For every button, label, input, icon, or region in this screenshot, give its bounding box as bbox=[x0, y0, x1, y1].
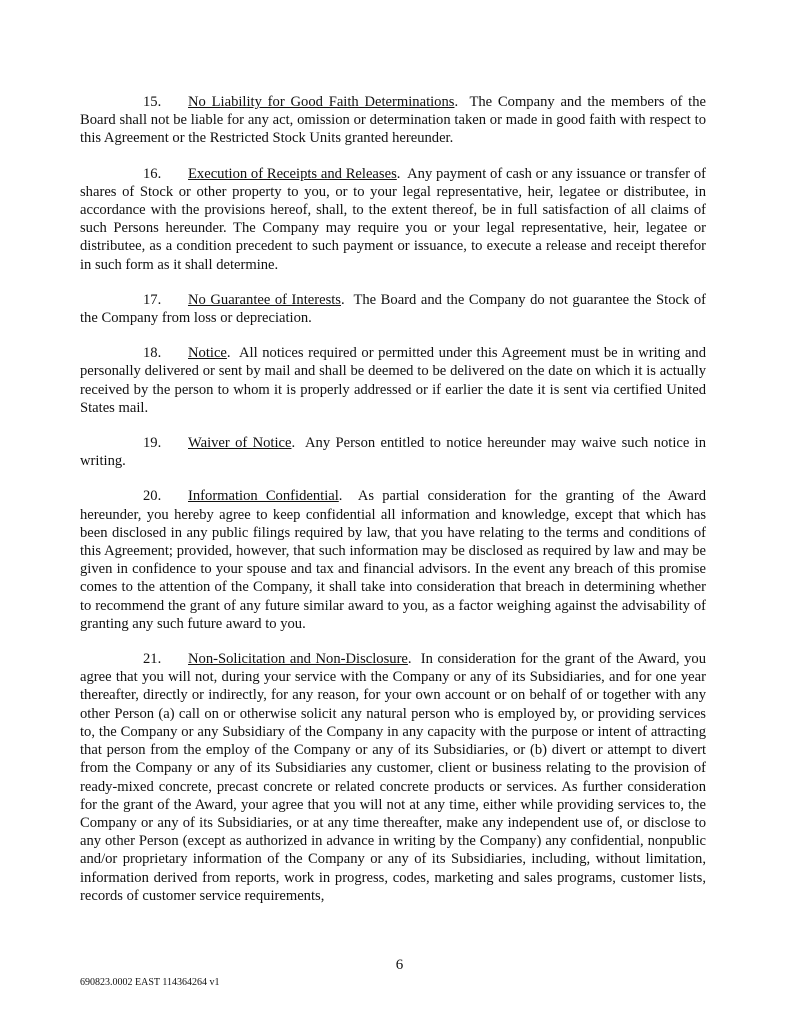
section-body: In consideration for the grant of the Award, you agree that you will not, during your service with the Company or any of its Subsidiaries, and for one year thereafter, directly or indirectly, for any reason, for your own account or on behalf of or together with any other Person (a) call on or otherwise solicit any natural person who is employed by, or providing services to, the Company or any Subsidiary of the Company in any capacity with the purpose or intent of attracting that person from the employ of the Company or any of its Subsidiaries, or (b) divert or attempt to divert from the Company or any of its Subsidiaries any customer, client or business relating to the provision of ready-mixed concrete, precast concrete or related concrete products or services. As further consideration for the grant of the Award, your agree that you will not at any time, either while providing services to, the Company or any of its Subsidiaries, or at any time thereafter, make any independent use of, or disclose to any other Person (except as authorized in advance in writing by the Company) any confidential, nonpublic and/or proprietary information of the Company or any of its Subsidiaries, including, without limitation, information derived from reports, work in progress, codes, marketing and sales programs, customer lists, records of customer service requirements, bbox=[80, 651, 707, 904]
section-heading: No Guarantee of Interests bbox=[188, 291, 341, 308]
section-heading: Notice bbox=[188, 345, 227, 362]
section-body: The Board and the Company do not guarantee the Stock of the Company from loss or depreciation. bbox=[80, 291, 706, 327]
section-17: 17. No Guarantee of Interests. The Board and the Company do not guarantee the Stock of the Company from loss or depreciation. bbox=[80, 291, 706, 327]
section-16: 16. Execution of Receipts and Releases. Any payment of cash or any issuance or transfer of shares of Stock or other property to you, or to your legal representative, heir, legatee or distributee, in accordance with the provisions hereof, shall, to the extent thereof, be in full satisfaction of all claims of such Persons hereunder. The Company may require you or your legal representative, heir, legatee or distributee, as a condition precedent to such payment or issuance, to execute a release and receipt therefor in such form as it shall determine. bbox=[80, 165, 707, 273]
section-heading: Waiver of Notice bbox=[188, 435, 292, 452]
section-number: 21. bbox=[143, 651, 162, 668]
section-number: 20. bbox=[143, 488, 162, 505]
section-body: Any Person entitled to notice hereunder may waive such notice in writing. bbox=[80, 435, 707, 470]
page-number: 6 bbox=[395, 957, 404, 973]
section-15: 15. No Liability for Good Faith Determinations. The Company and the members of the Board shall not be liable for any act, omission or determination taken or made in good faith with respect to this Agreement or the Restricted Stock Units granted hereunder. bbox=[80, 94, 706, 147]
section-number: 18. bbox=[143, 345, 162, 362]
section-body: Any payment of cash or any issuance or transfer of shares of Stock or other property to you, or to your legal representative, heir, legatee or distributee, in accordance with the provisions hereof, shall, to the extent thereof, be in full satisfaction of all claims of such Persons hereunder. The Company may require you or your legal representative, heir, legatee or distributee, as a condition precedent to such payment or issuance, to execute a release and receipt therefor in such form as it shall determine. bbox=[80, 165, 707, 273]
section-heading: Execution of Receipts and Releases bbox=[188, 165, 397, 182]
section-number: 19. bbox=[143, 435, 162, 452]
section-body: The Company and the members of the Board shall not be liable for any act, omission or determination taken or made in good faith with respect to this Agreement or the Restricted Stock Units granted hereunder. bbox=[80, 94, 706, 147]
section-heading: No Liability for Good Faith Determinations bbox=[188, 94, 455, 110]
section-body: As partial consideration for the granting of the Award hereunder, you hereby agree to keep confidential all information and knowledge, except that which has been disclosed in any public filings required by law, that you have relating to the terms and conditions of this Agreement; provided, however, that such information may be disclosed as required by law and may be given in confidence to your spouse and tax and financial advisors. In the event any breach of this promise comes to the attention of the Company, it shall take into consideration that breach in determining whether to recommend the grant of any future similar award to you, as a factor weighing against the advisability of granting any such future award to you. bbox=[80, 488, 706, 632]
section-18: 18. Notice. All notices required or permitted under this Agreement must be in writing and personally delivered or sent by mail and shall be deemed to be delivered on the date on which it is actually received by the person to whom it is properly addressed or if earlier the date it is sent via certified United States mail. bbox=[80, 345, 707, 416]
section-number: 16. bbox=[143, 165, 162, 182]
section-number: 15. bbox=[143, 94, 162, 110]
section-body: All notices required or permitted under this Agreement must be in writing and personally delivered or sent by mail and shall be deemed to be delivered on the date on which it is actually received by the person to whom it is properly addressed or if earlier the date it is sent via certified United States mail. bbox=[80, 345, 707, 416]
section-20: 20. Information Confidential. As partial consideration for the granting of the Award hereunder, you hereby agree to keep confidential all information and knowledge, except that which has been disclosed in any public filings required by law, that you have relating to the terms and conditions of this Agreement; provided, however, that such information may be disclosed as required by law and may be given in confidence to your spouse and tax and financial advisors. In the event any breach of this promise comes to the attention of the Company, it shall take into consideration that breach in determining whether to recommend the grant of any future similar award to you, as a factor weighing against the advisability of granting any such future award to you. bbox=[80, 488, 706, 632]
document-id: 690823.0002 EAST 114364264 v1 bbox=[80, 977, 220, 988]
section-21: 21. Non-Solicitation and Non-Disclosure. In consideration for the grant of the Award, you agree that you will not, during your service with the Company or any of its Subsidiaries, and for one year thereafter, directly or indirectly, for any reason, for your own account or on behalf of or together with any other Person (a) call on or otherwise solicit any natural person who is employed by, or providing services to, the Company or any Subsidiary of the Company in any capacity with the purpose or intent of attracting that person from the employ of the Company or any of its Subsidiaries, or (b) divert or attempt to divert from the Company or any of its Subsidiaries any customer, client or business relating to the provision of ready-mixed concrete, precast concrete or related concrete products or services. As further consideration for the grant of the Award, your agree that you will not at any time, either while providing services to, the Company or any of its Subsidiaries, or at any time thereafter, make any independent use of, or disclose to any other Person (except as authorized in advance in writing by the Company) any confidential, nonpublic and/or proprietary information of the Company or any of its Subsidiaries, including, without limitation, information derived from reports, work in progress, codes, marketing and sales programs, customer lists, records of customer service requirements, bbox=[80, 651, 707, 904]
document-body bbox=[80, 93, 706, 922]
section-19: 19. Waiver of Notice. Any Person entitled to notice hereunder may waive such notice in writing. bbox=[80, 435, 707, 470]
section-number: 17. bbox=[143, 291, 162, 308]
section-heading: Non-Solicitation and Non-Disclosure bbox=[188, 651, 408, 668]
section-heading: Information Confidential bbox=[188, 488, 339, 505]
